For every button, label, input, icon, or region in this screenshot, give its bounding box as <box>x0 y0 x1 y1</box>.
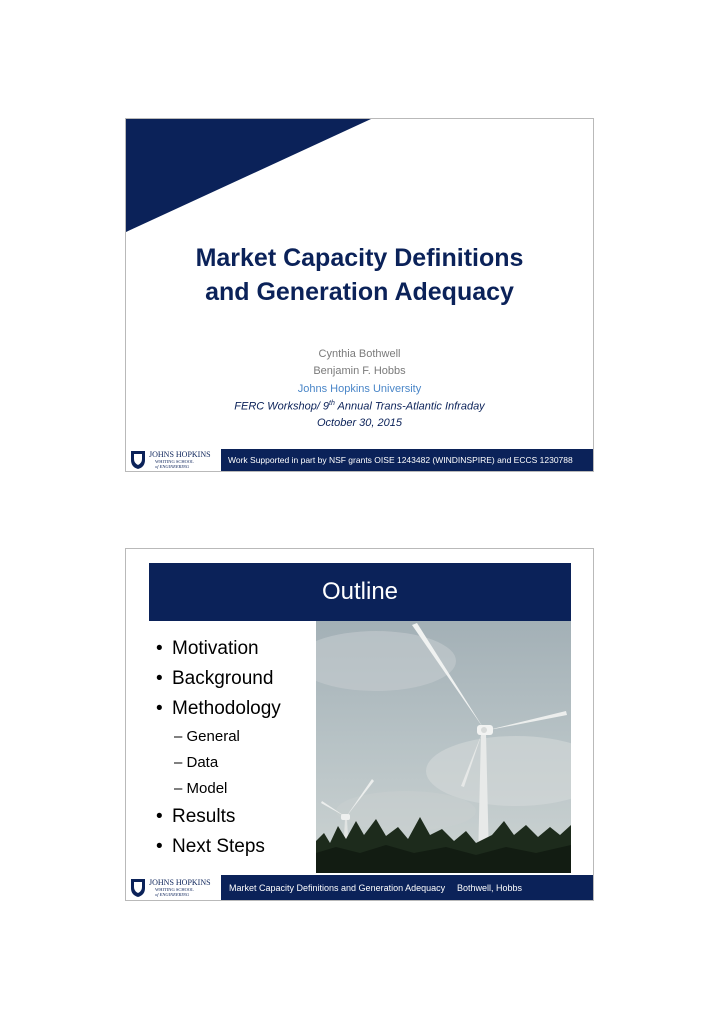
jhu-logo <box>129 876 217 898</box>
bullet-item: • Motivation <box>156 638 259 659</box>
bullet-label: Methodology <box>172 698 281 719</box>
outline-list <box>156 634 326 862</box>
logo-line-3: of ENGINEERING <box>155 464 190 469</box>
footer-authors: Bothwell, Hobbs <box>457 883 523 893</box>
event-prefix: FERC Workshop/ 9 <box>234 400 330 413</box>
slide-footer <box>221 875 593 901</box>
author-1: Cynthia Bothwell <box>318 348 401 360</box>
title-slide <box>125 118 594 472</box>
bullet-item: • Next Steps <box>156 836 265 857</box>
event-suffix: Annual Trans-Atlantic Infraday <box>334 400 485 413</box>
title-line-2: and Generation Adequacy <box>205 278 514 306</box>
footer-title: Market Capacity Definitions and Generation Adequacy <box>229 883 446 893</box>
bullet-item: • Results <box>156 806 236 827</box>
bullet-label: Results <box>172 806 236 827</box>
jhu-logo <box>129 448 217 470</box>
logo-line-2: WHITING SCHOOL <box>155 459 194 464</box>
author-2: Benjamin F. Hobbs <box>313 365 406 377</box>
affiliation: Johns Hopkins University <box>297 383 422 395</box>
wind-turbine-photo <box>316 621 571 873</box>
logo-line-3: of ENGINEERING <box>155 892 190 897</box>
bullet-item: • Methodology <box>156 698 281 719</box>
bullet-label: Next Steps <box>172 836 265 857</box>
sub-item: – General <box>174 728 240 745</box>
logo-line-2: WHITING SCHOOL <box>155 887 194 892</box>
slide-title <box>126 241 593 309</box>
bullet-label: Motivation <box>172 638 259 659</box>
support-footer: Work Supported in part by NSF grants OISE 1243482 (WINDINSPIRE) and ECCS 1230788 <box>221 449 593 471</box>
event-name <box>126 400 593 413</box>
event-superscript: th <box>329 400 335 407</box>
outline-slide <box>125 548 594 901</box>
sub-item: – Model <box>174 780 228 797</box>
logo-line-1: JOHNS HOPKINS <box>149 450 211 459</box>
corner-triangle-graphic <box>126 119 386 239</box>
title-line-1: Market Capacity Definitions <box>195 244 524 272</box>
sub-item: – Data <box>174 754 219 771</box>
bullet-item: • Background <box>156 668 274 689</box>
bullet-label: Background <box>172 668 274 689</box>
logo-line-1: JOHNS HOPKINS <box>149 878 211 887</box>
outline-heading: Outline <box>149 563 571 621</box>
event-date: October 30, 2015 <box>316 417 402 429</box>
